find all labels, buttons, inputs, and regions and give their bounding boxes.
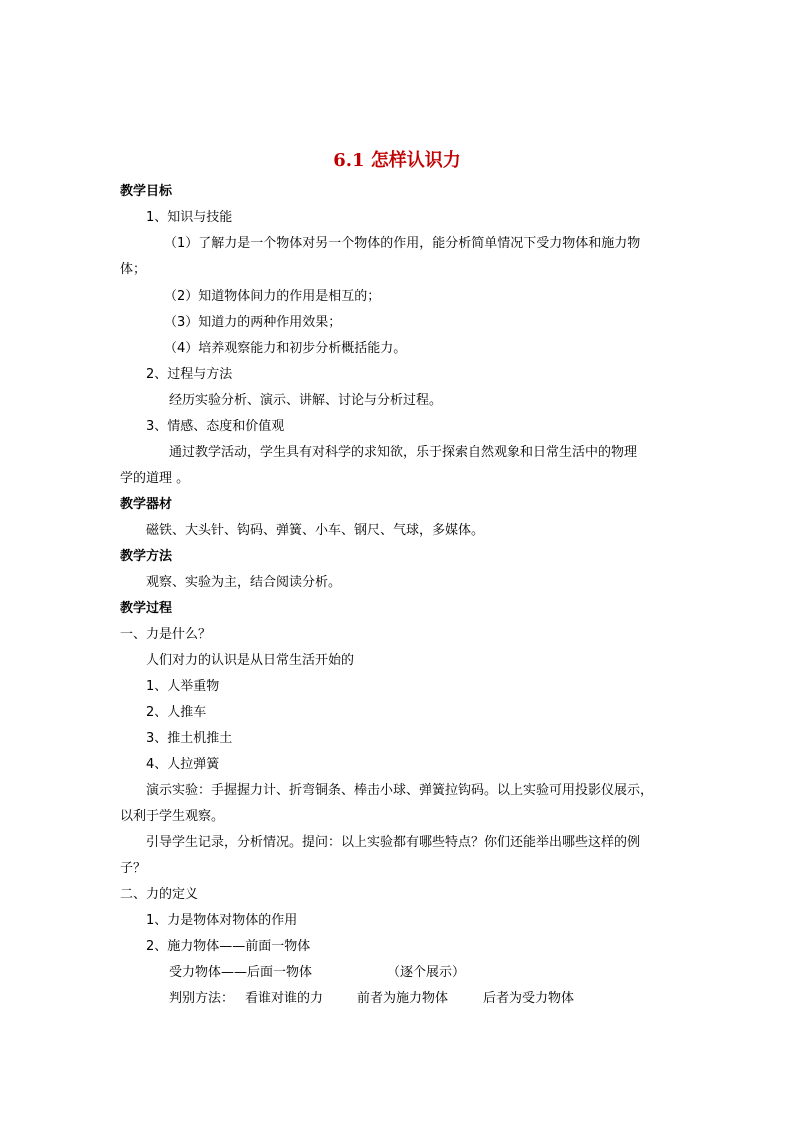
materials-text: 磁铁、大头针、钩码、弹簧、小车、钢尺、气球，多媒体。 (146, 523, 485, 538)
section-1-demo-line-2: 以利于学生观察。 (120, 809, 225, 824)
goal-knowledge-item-1-cont: 体； (120, 262, 147, 277)
section-2-judge (169, 991, 575, 1007)
goal-emotion-line-2: 学的道理 。 (120, 471, 190, 486)
section-1-item-1: 1、人举重物 (146, 679, 220, 694)
heading-method: 教学方法 (120, 549, 173, 564)
section-1-title: 一、力是什么？ (120, 627, 212, 642)
section-1-guide-line-2: 子？ (120, 861, 147, 876)
section-1-item-4: 4、人拉弹簧 (146, 757, 220, 772)
goal-process-label: 2、过程与方法 (146, 367, 233, 382)
goal-knowledge-item-2: （2）知道物体间力的作用是相互的； (164, 289, 381, 304)
goal-knowledge-item-4: （4）培养观察能力和初步分析概括能力。 (164, 341, 407, 356)
section-1-intro: 人们对力的认识是从日常生活开始的 (146, 653, 355, 668)
method-text: 观察、实验为主，结合阅读分析。 (146, 575, 342, 590)
section-2-item-1: 1、力是物体对物体的作用 (146, 913, 298, 928)
receiver-text: 受力物体——后面一物体 (169, 965, 313, 980)
heading-goals: 教学目标 (120, 184, 173, 199)
judge-c: 后者为受力物体 (483, 991, 575, 1006)
section-2-title: 二、力的定义 (120, 887, 199, 902)
goal-knowledge-label: 1、知识与技能 (146, 210, 233, 225)
goal-knowledge-item-1: （1）了解力是一个物体对另一个物体的作用，能分析简单情况下受力物体和施力物 (164, 236, 641, 251)
goal-process-text: 经历实验分析、演示、讲解、讨论与分析过程。 (169, 393, 443, 408)
section-2-item-2: 2、施力物体——前面一物体 (146, 939, 311, 954)
section-1-guide-line-1: 引导学生记录，分析情况。提问：以上实验都有哪些特点？你们还能举出哪些这样的例 (146, 835, 641, 850)
goal-knowledge-item-3: （3）知道力的两种作用效果； (164, 315, 342, 330)
heading-materials: 教学器材 (120, 497, 173, 512)
section-1-item-2: 2、人推车 (146, 705, 207, 720)
section-2-receiver (169, 965, 466, 981)
heading-procedure: 教学过程 (120, 601, 173, 616)
judge-label: 判别方法： (169, 991, 235, 1006)
section-1-item-3: 3、推土机推土 (146, 731, 233, 746)
show-note: （逐个展示） (387, 965, 466, 980)
judge-b: 前者为施力物体 (357, 991, 449, 1006)
goal-emotion-line-1: 通过教学活动，学生具有对科学的求知欲，乐于探索自然观象和日常生活中的物理 (169, 445, 638, 460)
goal-emotion-label: 3、情感、态度和价值观 (146, 419, 285, 434)
page-title: 6.1 怎样认识力 (333, 150, 461, 171)
judge-a: 看谁对谁的力 (245, 991, 324, 1006)
section-1-demo-line-1: 演示实验：手握握力计、折弯铜条、棒击小球、弹簧拉钩码。以上实验可用投影仪展示， (146, 783, 654, 798)
